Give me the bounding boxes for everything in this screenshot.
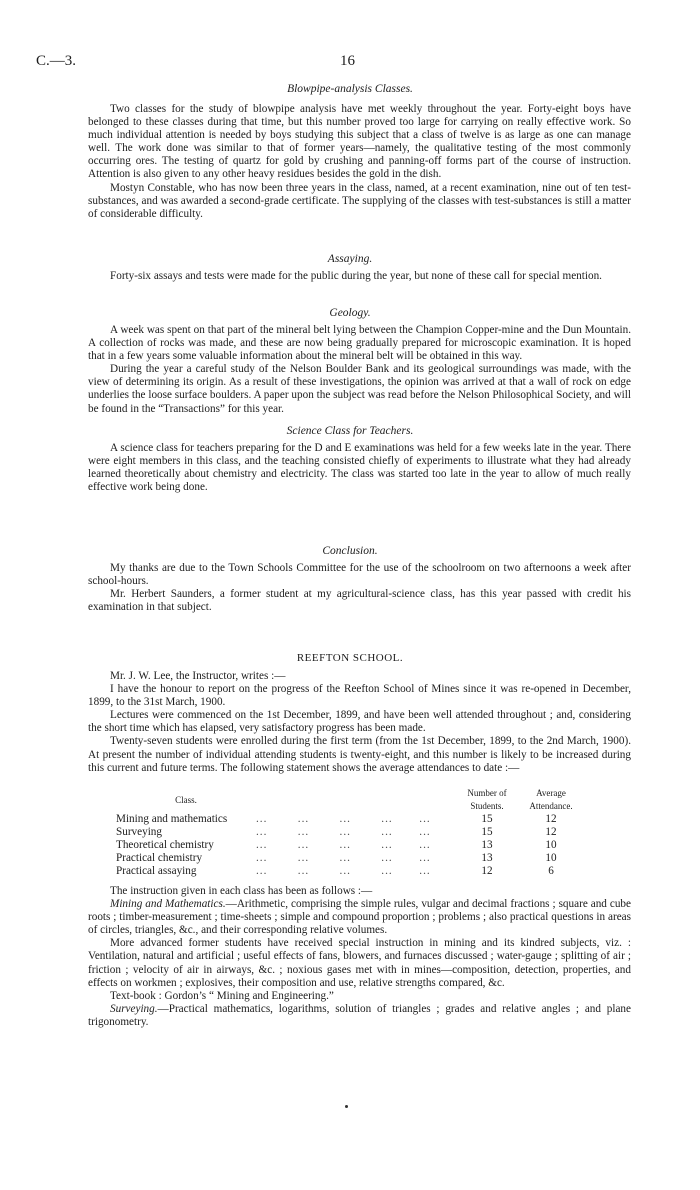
table-row: Practical chemistry ... ... ... ... ... 13 10 (116, 852, 584, 865)
mining-label: Mining and Mathematics. (110, 898, 226, 911)
paragraph-surveying (88, 1003, 631, 1029)
paragraph: Lectures were commenced on the 1st December, 1899, and have been well attended throughout ; and, considering the short time which has elapsed, very satisfactory progress has been made. (88, 709, 631, 735)
row-attendance: 6 (548, 865, 554, 877)
mining-text: —Arithmetic, comprising the simple rules, vulgar and decimal fractions ; square and cube roots ; timber-measurement ; time-sheets ; simple and compound proportion ; problems ; also practical questions in areas of circles, triangles, &c., and their corresponding relative volumes. (88, 898, 631, 937)
heading-geology: Geology. (329, 307, 371, 319)
heading-science-class: Science Class for Teachers. (286, 425, 414, 437)
header-attendance: Average Attendance. (529, 788, 573, 811)
section-geology (88, 324, 631, 416)
paragraph: Mostyn Constable, who has now been three years in the class, named, at a recent examination, nine out of ten test-substances, and was awarded a second-grade certificate. The supplying of the classes with test-substances is still a matter of considerable difficulty. (88, 181, 631, 220)
paragraph-mining (88, 898, 631, 937)
row-attendance: 12 (545, 813, 557, 825)
header-students: Number of Students. (467, 788, 507, 811)
table-row: Practical assaying ... ... ... ... ... 12 6 (116, 865, 584, 878)
paragraph: I have the honour to report on the progress of the Reefton School of Mines since it was re-opened in December, 1899, to the 31st March, 1900. (88, 683, 631, 709)
section-conclusion (88, 562, 631, 614)
section-blowpipe (88, 103, 631, 221)
paragraph: The instruction given in each class has been as follows :— (110, 885, 373, 897)
paragraph: A week was spent on that part of the mineral belt lying between the Champion Copper-mine and the Dun Mountain. A collection of rocks was made, and these are now being gradually prepared for microscopic examination. It is hoped that in a few years some valuable information about the mineral belt will be obtained in this way. (88, 324, 631, 363)
row-students: 13 (481, 839, 493, 851)
section-reefton-intro (88, 670, 631, 775)
table-header-row (116, 787, 584, 813)
table-row: Surveying ... ... ... ... ... 15 12 (116, 826, 584, 839)
paragraph: A science class for teachers preparing for the D and E examinations was held for a few weeks late in the year. There were eight members in this class, and the teaching consisted chiefly of experiments to illustrate what they had already learned theoretically about chemistry and electricity. The class was started too late in the year to allow of much really effective work being done. (88, 442, 631, 494)
row-students: 15 (481, 826, 493, 838)
row-class: Practical chemistry (116, 852, 203, 864)
row-attendance: 10 (545, 839, 557, 851)
heading-assaying: Assaying. (327, 253, 373, 265)
paragraph: Twenty-seven students were enrolled during the first term (from the 1st December, 1899, to the 2nd March, 1900). At present the number of individual attending students is twenty-eight, and this number is likely to be increased during this current and future terms. The following statement shows the average attendances to date :— (88, 735, 631, 774)
attendance-table (116, 787, 584, 878)
paragraph: My thanks are due to the Town Schools Committee for the use of the schoolroom on two afternoons a week after school-hours. (88, 562, 631, 588)
series-code: C.—3. (36, 53, 77, 69)
heading-blowpipe: Blowpipe-analysis Classes. (287, 83, 413, 95)
header-class: Class. (175, 794, 197, 805)
surveying-text: —Practical mathematics, logarithms, solution of triangles ; grades and relative angles ; and plane trigonometry. (88, 1002, 631, 1028)
table-row: Theoretical chemistry ... ... ... ... ... 13 10 (116, 839, 584, 852)
heading-conclusion: Conclusion. (322, 545, 378, 557)
paragraph: Mr. Herbert Saunders, a former student at my agricultural-science class, has this year passed with credit his examination in that subject. (88, 588, 631, 614)
row-class: Practical assaying (116, 865, 197, 877)
section-science-class (88, 442, 631, 494)
surveying-label: Surveying. (110, 1002, 158, 1015)
row-students: 12 (481, 865, 493, 877)
paragraph: Two classes for the study of blowpipe analysis have met weekly throughout the year. Forty-eight boys have belonged to these classes during that time, but this number proved too large for carrying on really effective work. So much individual attention is needed by boys studying this subject that a class of twelve is as large as one can manage well. The work done was similar to that of former years—namely, the qualitative testing of the most commonly occurring ores. The testing of quartz for gold by crushing and panning-off forms part of the course of instruction. Attention is also given to any other heavy residues besides the gold in the dish. (88, 103, 631, 181)
paragraph: During the year a careful study of the Nelson Boulder Bank and its geological surroundings was made, with the view of determining its origin. As a result of these investigations, the opinion was arrived at that a wall of rock on edge underlies the loose surface boulders. A paper upon the subject was read before the Nelson Philosophical Society, and will be found in the “Transactions” for this year. (88, 363, 631, 415)
row-class: Theoretical chemistry (116, 839, 214, 851)
intro-line: Mr. J. W. Lee, the Instructor, writes :— (110, 670, 286, 682)
row-students: 15 (481, 813, 493, 825)
table-row: Mining and mathematics ... ... ... ... ... 15 12 (116, 813, 584, 826)
paragraph: More advanced former students have received special instruction in mining and its kindred subjects, viz. : Ventilation, natural and artificial ; useful effects of fans, blowers, and furnaces discussed ; water-gauge ; splitting of air ; friction ; velocity of air in airways, &c. ; noxious gases met with in mines—composition, detection, properties, and effects on workmen ; explosives, their composition and use, relative strengths compared, &c. (88, 937, 631, 989)
page-number: 16 (340, 53, 355, 69)
printer-mark (345, 1105, 348, 1108)
row-students: 13 (481, 852, 493, 864)
paragraph: Forty-six assays and tests were made for the public during the year, but none of these call for special mention. (110, 270, 602, 282)
row-class: Mining and mathematics (116, 813, 228, 825)
textbook-line: Text-book : Gordon’s “ Mining and Engineering.” (110, 989, 334, 1002)
section-reefton-instruction (88, 885, 631, 1029)
row-attendance: 12 (545, 826, 557, 838)
row-attendance: 10 (545, 852, 557, 864)
row-class: Surveying (116, 826, 162, 838)
section-assaying (88, 270, 631, 283)
heading-reefton-school: REEFTON SCHOOL. (296, 652, 404, 664)
